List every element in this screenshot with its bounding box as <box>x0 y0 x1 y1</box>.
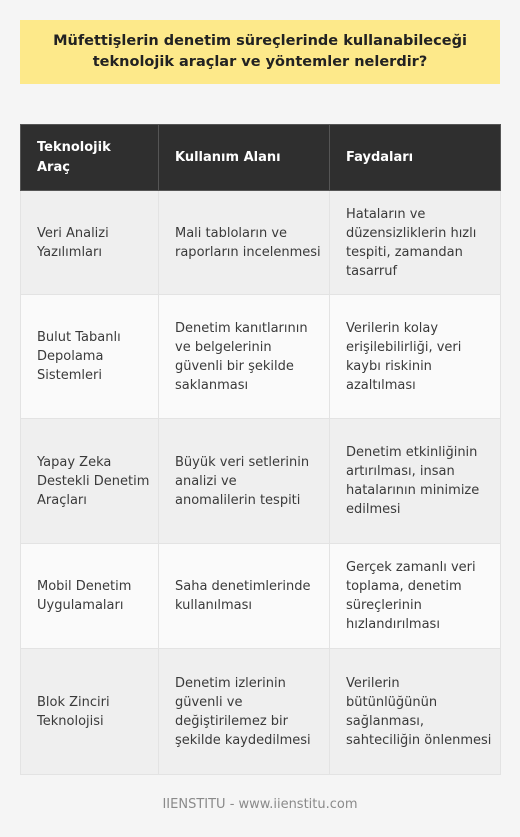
cell-benefits: Verilerin kolay erişilebilirliği, veri kaybı riskinin azaltılması <box>330 295 501 419</box>
cell-tool: Yapay Zeka Destekli Denetim Araçları <box>21 419 159 544</box>
header-tool: Teknolojik Araç <box>21 125 159 191</box>
cell-tool: Mobil Denetim Uygulamaları <box>21 544 159 649</box>
table-row <box>21 191 501 295</box>
table-header-row <box>21 125 501 191</box>
table-row <box>21 419 501 544</box>
header-usage: Kullanım Alanı <box>159 125 330 191</box>
cell-tool: Bulut Tabanlı Depolama Sistemleri <box>21 295 159 419</box>
cell-usage: Denetim izlerinin güvenli ve değiştirilemez bir şekilde kaydedilmesi <box>159 649 330 775</box>
cell-benefits: Gerçek zamanlı veri toplama, denetim süreçlerinin hızlandırılması <box>330 544 501 649</box>
table-row <box>21 295 501 419</box>
table-row <box>21 544 501 649</box>
tools-table <box>20 124 501 775</box>
title-banner <box>20 20 500 84</box>
footer-credit: IIENSTITU - www.iienstitu.com <box>162 797 358 812</box>
page-title: Müfettişlerin denetim süreçlerinde kullanabileceği teknolojik araçlar ve yöntemler nelerdir? <box>53 33 467 70</box>
cell-tool: Blok Zinciri Teknolojisi <box>21 649 159 775</box>
header-benefits: Faydaları <box>330 125 501 191</box>
cell-usage: Mali tabloların ve raporların incelenmesi <box>159 191 330 295</box>
cell-tool: Veri Analizi Yazılımları <box>21 191 159 295</box>
cell-benefits: Hataların ve düzensizliklerin hızlı tespiti, zamandan tasarruf <box>330 191 501 295</box>
cell-usage: Denetim kanıtlarının ve belgelerinin güvenli bir şekilde saklanması <box>159 295 330 419</box>
cell-usage: Büyük veri setlerinin analizi ve anomalilerin tespiti <box>159 419 330 544</box>
table-row <box>21 649 501 775</box>
cell-usage: Saha denetimlerinde kullanılması <box>159 544 330 649</box>
cell-benefits: Verilerin bütünlüğünün sağlanması, sahteciliğin önlenmesi <box>330 649 501 775</box>
cell-benefits: Denetim etkinliğinin artırılması, insan hatalarının minimize edilmesi <box>330 419 501 544</box>
